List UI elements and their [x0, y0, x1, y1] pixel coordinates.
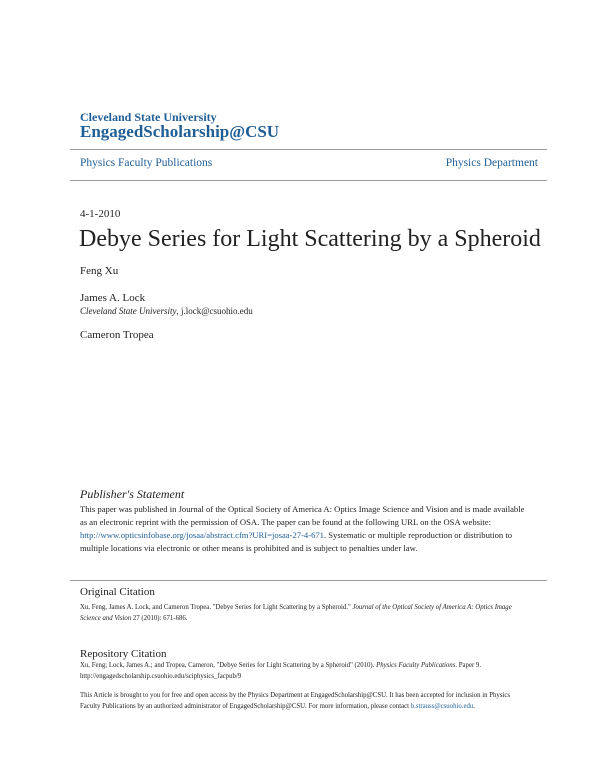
author-name: James A. Lock [80, 292, 146, 304]
osa-article-link[interactable]: http://www.opticsinfobase.org/josaa/abstract.cfm?URI=josaa-27-4-671 [80, 530, 324, 540]
original-citation-heading: Original Citation [80, 586, 155, 598]
affiliation-name: Cleveland State University [80, 306, 177, 316]
publisher-statement-text [80, 503, 525, 555]
author-affiliation [80, 306, 253, 316]
access-note-text: This Article is brought to you for free and open access by the Physics Department at EngagedScholarship@CSU. It has been accepted for inclusion in Physics Faculty Publications by an authorized administrator of EngagedScholarship@CSU. For more information, please contact [80, 692, 511, 710]
article-title: Debye Series for Light Scattering by a Spheroid [79, 226, 541, 252]
repository-brand[interactable]: EngagedScholarship@CSU [80, 122, 280, 141]
author-name: Feng Xu [80, 265, 119, 277]
publication-date: 4-1-2010 [80, 208, 121, 220]
nav-top-divider [70, 149, 547, 150]
repo-citation-paper: . Paper 9. [455, 662, 482, 669]
nav-bottom-divider [70, 180, 547, 181]
citation-authors-title: Xu, Feng, James A. Lock, and Cameron Tropea. "Debye Series for Light Scattering by a Spheroid." [80, 604, 353, 611]
statement-text: This paper was published in Journal of the Optical Society of America A: Optics Image Science and Vision and is made available as an electronic reprint with the permission of OSA. The paper can be found at the following URL on the OSA website: [80, 504, 525, 527]
contact-email-link[interactable]: b.strauss@csuohio.edu [410, 703, 474, 710]
access-note [80, 690, 525, 712]
statement-text-end: . Systematic or multiple reproduction or distribution to multiple locations via electronic or other means is prohibited and is subject to penalties under law. [80, 530, 513, 553]
repository-citation-text [80, 660, 525, 682]
author-email[interactable]: , j.lock@csuohio.edu [176, 306, 253, 316]
access-note-end: . [473, 703, 475, 710]
citation-volume: 27 (2010): 671-686. [131, 615, 188, 622]
collection-link[interactable]: Physics Faculty Publications [80, 157, 213, 169]
repo-citation-series: Physics Faculty Publications [376, 662, 456, 669]
repo-citation-url[interactable]: http://engagedscholarship.csuohio.edu/sciphysics_facpub/9 [80, 673, 242, 680]
repository-citation-heading: Repository Citation [80, 648, 167, 660]
department-link[interactable]: Physics Department [445, 157, 538, 169]
publisher-statement-heading: Publisher's Statement [80, 487, 185, 501]
author-name: Cameron Tropea [80, 329, 154, 341]
university-name: Cleveland State University [80, 110, 217, 124]
citation-journal: Journal of the Optical Society of America A: Optics Image Science and Vision [80, 604, 512, 622]
citation-divider [70, 580, 547, 581]
original-citation-text [80, 602, 525, 624]
repo-citation-authors: Xu, Feng; Lock, James A.; and Tropea, Cameron, "Debye Series for Light Scattering by a Spheroid" (2010). [80, 662, 377, 669]
